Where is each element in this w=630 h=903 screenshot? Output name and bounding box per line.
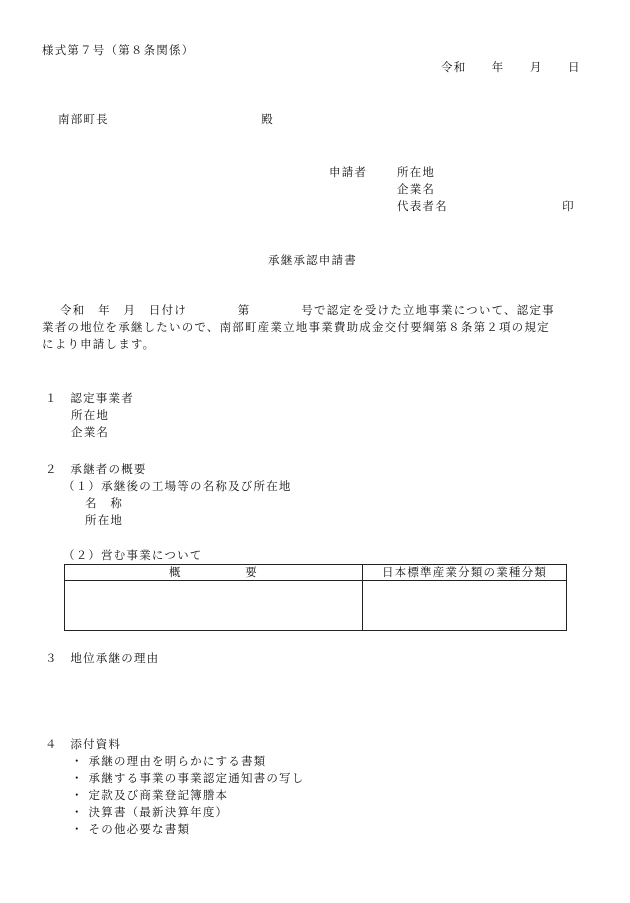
section-1-address-label: 所在地 — [71, 408, 110, 422]
form-number: 様式第７号（第８条関係） — [42, 43, 195, 57]
applicant-label: 申請者 — [329, 165, 368, 179]
business-table-row — [65, 581, 567, 631]
document-title: 承継承認申請書 — [268, 253, 357, 267]
section-4-heading: ４ 添付資料 — [45, 737, 122, 751]
business-table-cell-summary — [65, 581, 363, 631]
business-table-header — [65, 565, 567, 581]
body-text — [42, 302, 555, 353]
section-2-sub2: （２）営む事業について — [63, 548, 203, 562]
body-line-1: 令和 年 月 日付け 第 号で認定を受けた立地事業について、認定事 — [60, 303, 555, 317]
section-2-heading: ２ 承継者の概要 — [45, 462, 147, 476]
section-3-heading: ３ 地位承継の理由 — [45, 651, 160, 665]
business-table-col-industry: 日本標準産業分類の業種分類 — [363, 565, 567, 581]
body-line-3: により申請します。 — [42, 337, 156, 351]
section-1-company-label: 企業名 — [71, 425, 110, 439]
body-line-2: 業者の地位を承継したいので、南部町産業立地事業費助成金交付要綱第８条第２項の規定 — [42, 320, 550, 334]
attachment-item: ・ 決算書（最新決算年度） — [71, 805, 229, 819]
section-2-address-label: 所在地 — [85, 513, 124, 527]
applicant-company-label: 企業名 — [397, 182, 436, 196]
attachment-item: ・ 定款及び商業登記簿謄本 — [71, 788, 229, 802]
section-1-heading: １ 認定事業者 — [45, 391, 134, 405]
section-2 — [45, 461, 292, 529]
addressee: 南部町長 殿 — [58, 112, 274, 126]
section-1 — [45, 390, 134, 441]
applicant-address-label: 所在地 — [397, 165, 436, 179]
applicant-fields — [397, 164, 575, 215]
applicant-representative-label: 代表者名 印 — [397, 199, 575, 213]
section-4 — [45, 736, 304, 838]
business-table — [64, 564, 567, 631]
date-line: 令和 年 月 日 — [441, 60, 581, 74]
business-table-col-summary: 概 要 — [65, 565, 363, 581]
attachment-item: ・ 承継する事業の事業認定通知書の写し — [71, 771, 305, 785]
section-2-name-label: 名 称 — [85, 496, 124, 510]
business-table-cell-industry — [363, 581, 567, 631]
section-2-sub1: （１）承継後の工場等の名称及び所在地 — [63, 479, 292, 493]
attachment-item: ・ 承継の理由を明らかにする書類 — [71, 754, 267, 768]
attachment-item: ・ その他必要な書類 — [71, 822, 191, 836]
